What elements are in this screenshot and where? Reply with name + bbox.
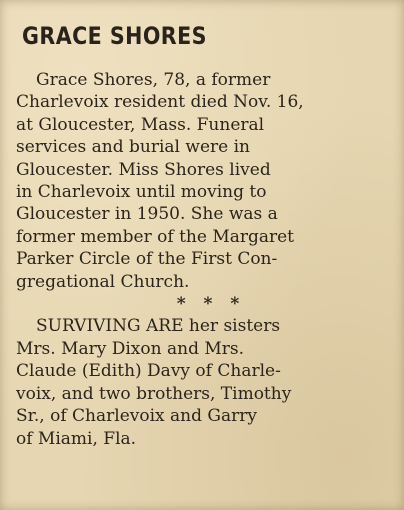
paragraph-2-line: Sr., of Charlevoix and Garry: [16, 406, 257, 427]
headline: GRACE SHORES: [22, 22, 207, 50]
paragraph-2-line: voix, and two brothers, Timothy: [16, 383, 292, 404]
paragraph-1-line: Gloucester. Miss Shores lived: [16, 159, 271, 180]
paragraph-1-line: at Gloucester, Mass. Funeral: [16, 114, 265, 135]
paragraph-1-line: Parker Circle of the First Con-: [16, 249, 278, 270]
paragraph-1-line: former member of the Margaret: [16, 226, 295, 247]
paragraph-2-line: SURVIVING ARE her sisters: [36, 316, 281, 337]
paragraph-1-line: gregational Church.: [16, 271, 190, 292]
paragraph-2-line: Claude (Edith) Davy of Charle-: [16, 361, 281, 382]
paragraph-1-line: Charlevoix resident died Nov. 16,: [16, 92, 304, 113]
paragraph-2-line: Mrs. Mary Dixon and Mrs.: [16, 338, 245, 359]
paragraph-1-line: services and burial were in: [16, 137, 250, 158]
section-separator: * * *: [176, 294, 246, 315]
paragraph-1-line: Grace Shores, 78, a former: [36, 70, 271, 90]
paragraph-1-line: in Charlevoix until moving to: [16, 182, 267, 203]
paragraph-2-line: of Miami, Fla.: [16, 428, 137, 449]
article-body: [16, 69, 396, 450]
paragraph-1-line: Gloucester in 1950. She was a: [16, 204, 278, 225]
